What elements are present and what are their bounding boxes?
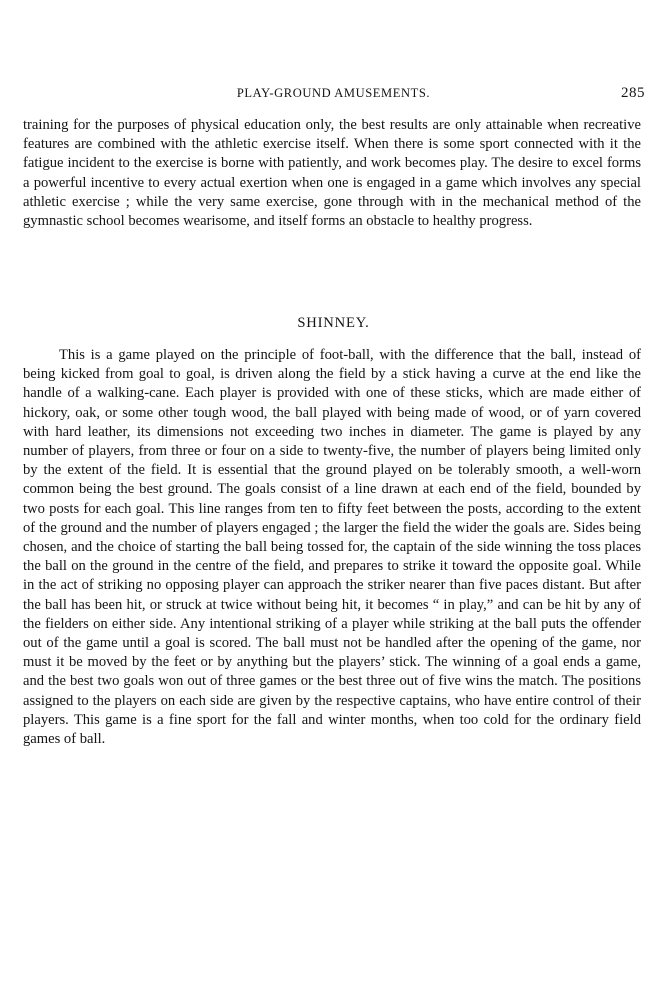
continuation-text-block	[23, 116, 641, 231]
page-number: 285	[621, 85, 645, 101]
continuation-paragraph: training for the purposes of physical education only, the best results are only attainable when recreative features are combined with the athletic exercise itself. When there is some sport connected with it the fatigue incident to the exercise is borne with patiently, and work becomes play. The desire to excel forms a powerful incentive to every actual exertion when one is engaged in a game which involves any special athletic exercise ; while the very same exercise, gone through with in the mechanical method of the gymnastic school becomes wearisome, and itself forms an obstacle to healthy progress.	[23, 117, 641, 230]
running-title: PLAY-GROUND AMUSEMENTS.	[236, 86, 431, 100]
section-paragraph: This is a game played on the principle of foot-ball, with the difference that the ball, instead of being kicked from goal to goal, is driven along the field by a stick having a curve at the end like the handle of a walking-cane. Each player is provided with one of these sticks, which are made either of hickory, oak, or some other tough wood, the ball played with being made of wood, or of yarn covered with hard leather, its dimensions not exceeding two inches in diameter. The game is played by any number of players, from three or four on a side to twenty-five, the number of players being limited only by the extent of the field. It is essential that the ground played on be tolerably smooth, a well-worn common being the best ground. The goals consist of a line drawn at each end of the field, bounded by two posts for each goal. This line ranges from ten to fifty feet between the posts, according to the extent of the ground and the number of players engaged ; the larger the field the wider the goals are. Sides being chosen, and the choice of starting the ball being tossed for, the captain of the side winning the toss places the ball on the ground in the centre of the field, and prepares to strike it toward the opposite goal. While in the act of striking no opposing player can approach the striker nearer than five paces distant. But after the ball has been hit, or struck at twice without being hit, it becomes “ in play,” and can be hit by any of the fielders on either side. Any intentional striking of a player while striking at the ball puts the offender out of the game until a goal is scored. The ball must not be handled after the opening of the game, nor must it be moved by the feet or by anything but the players’ stick. The winning of a goal ends a game, and the best two goals won out of three games or the best three out of five wins the match. The positions assigned to the players on each side are given by the respective captains, who have entire control of their players. This game is a fine sport for the fall and winter months, when too cold for the ordinary field games of ball.	[23, 347, 641, 748]
section-heading: SHINNEY.	[297, 315, 370, 331]
section-text-block	[23, 346, 641, 749]
running-head	[0, 85, 667, 105]
